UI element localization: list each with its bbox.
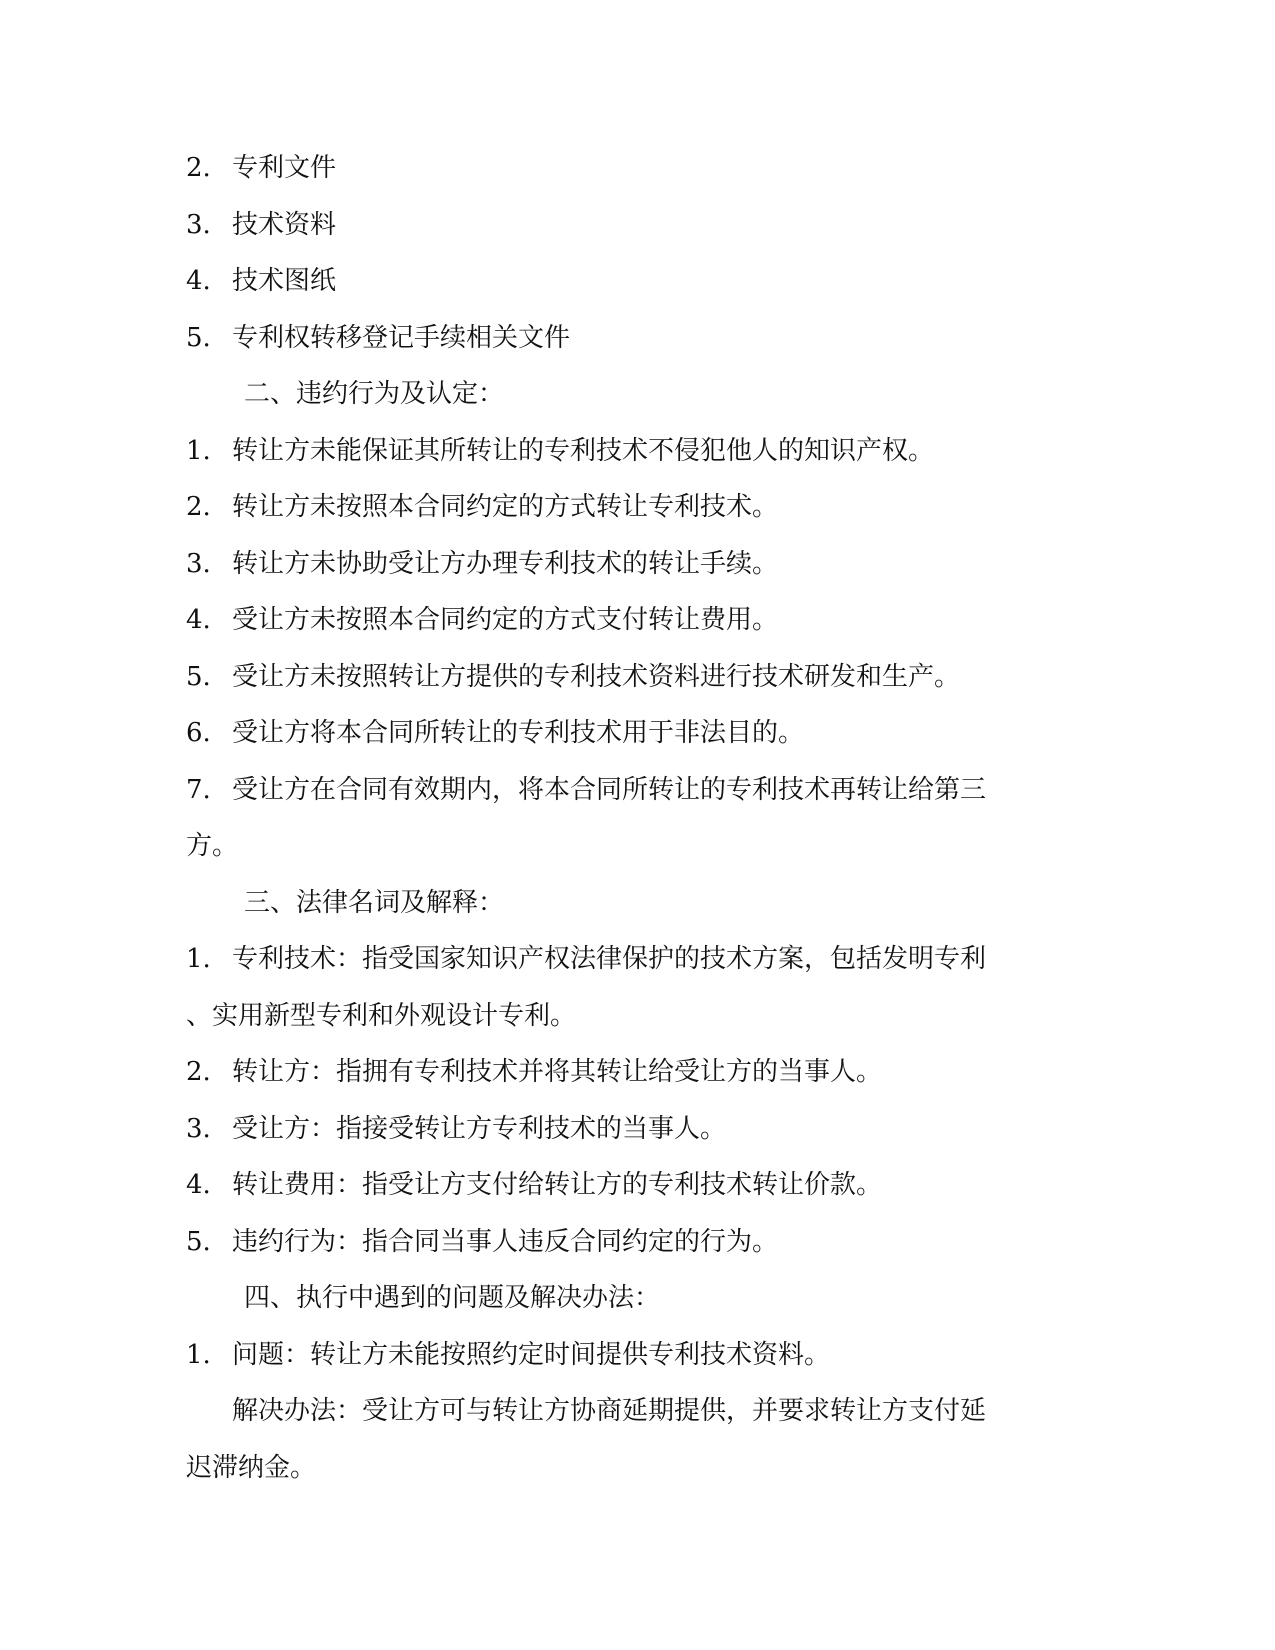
list-item [186, 253, 1086, 310]
item-number: 4. [186, 266, 211, 296]
item-text: 专利文件 [232, 153, 337, 183]
list-item [186, 310, 1086, 367]
item-text: 问题：转让方未能按照约定时间提供专利技术资料。 [232, 1339, 831, 1370]
item-text: 转让方：指拥有专利技术并将其转让给受让方的当事人。 [232, 1057, 883, 1087]
section-heading: 三、法律名词及解释： [244, 887, 505, 918]
list-item [186, 592, 1086, 649]
item-text: 违约行为：指合同当事人违反合同约定的行为。 [232, 1226, 779, 1257]
list-item [186, 197, 1086, 254]
solution-paragraph: 解决办法：受让方可与转让方协商延期提供，并要求转让方支付延 [232, 1396, 987, 1426]
item-number: 1. [186, 435, 211, 466]
item-text: 受让方将本合同所转让的专利技术用于非法目的。 [232, 718, 805, 748]
item-number: 4. [186, 1170, 211, 1200]
list-item [186, 1044, 1086, 1101]
list-item [186, 140, 1086, 197]
item-text: 技术图纸 [232, 266, 337, 296]
item-number: 5. [186, 661, 211, 692]
item-text: 受让方未按照本合同约定的方式支付转让费用。 [232, 605, 779, 635]
item-number: 6. [186, 718, 211, 748]
section-heading: 四、执行中遇到的问题及解决办法： [244, 1283, 661, 1313]
list-item [186, 1327, 1086, 1384]
item-text: 转让方未能保证其所转让的专利技术不侵犯他人的知识产权。 [232, 435, 935, 466]
list-item [186, 1157, 1086, 1214]
list-item-continuation: 、实用新型专利和外观设计专利。 [186, 1000, 577, 1031]
item-number: 1. [186, 944, 211, 974]
item-number: 5. [186, 1226, 211, 1257]
section-heading: 二、违约行为及认定： [244, 379, 505, 409]
item-text: 受让方未按照转让方提供的专利技术资料进行技术研发和生产。 [232, 661, 961, 692]
item-text: 受让方：指接受转让方专利技术的当事人。 [232, 1113, 727, 1144]
item-text: 专利权转移登记手续相关文件 [232, 322, 571, 353]
item-text: 技术资料 [232, 209, 337, 240]
list-item-continuation: 方。 [186, 831, 239, 861]
item-number: 5. [186, 322, 211, 353]
solution-continuation: 迟滞纳金。 [186, 1452, 317, 1483]
list-item [186, 536, 1086, 593]
list-item [186, 705, 1086, 762]
item-text: 受让方在合同有效期内，将本合同所转让的专利技术再转让给第三 [232, 774, 987, 805]
item-number: 7. [186, 774, 211, 805]
list-item [186, 931, 1086, 988]
item-text: 专利技术：指受国家知识产权法律保护的技术方案，包括发明专利 [232, 944, 987, 974]
item-text: 转让方未协助受让方办理专利技术的转让手续。 [232, 548, 779, 579]
list-item [186, 479, 1086, 536]
item-number: 4. [186, 605, 211, 635]
list-item [186, 1214, 1086, 1271]
item-number: 2. [186, 492, 211, 522]
item-number: 1. [186, 1339, 211, 1370]
item-number: 3. [186, 1113, 211, 1144]
item-number: 2. [186, 1057, 211, 1087]
item-number: 2. [186, 153, 211, 183]
item-text: 转让费用：指受让方支付给转让方的专利技术转让价款。 [232, 1170, 883, 1200]
list-item [186, 649, 1086, 706]
list-item [186, 762, 1086, 819]
item-number: 3. [186, 548, 211, 579]
list-item [186, 1101, 1086, 1158]
item-text: 转让方未按照本合同约定的方式转让专利技术。 [232, 492, 779, 522]
document-body [186, 140, 1086, 1496]
item-number: 3. [186, 209, 211, 240]
list-item [186, 423, 1086, 480]
